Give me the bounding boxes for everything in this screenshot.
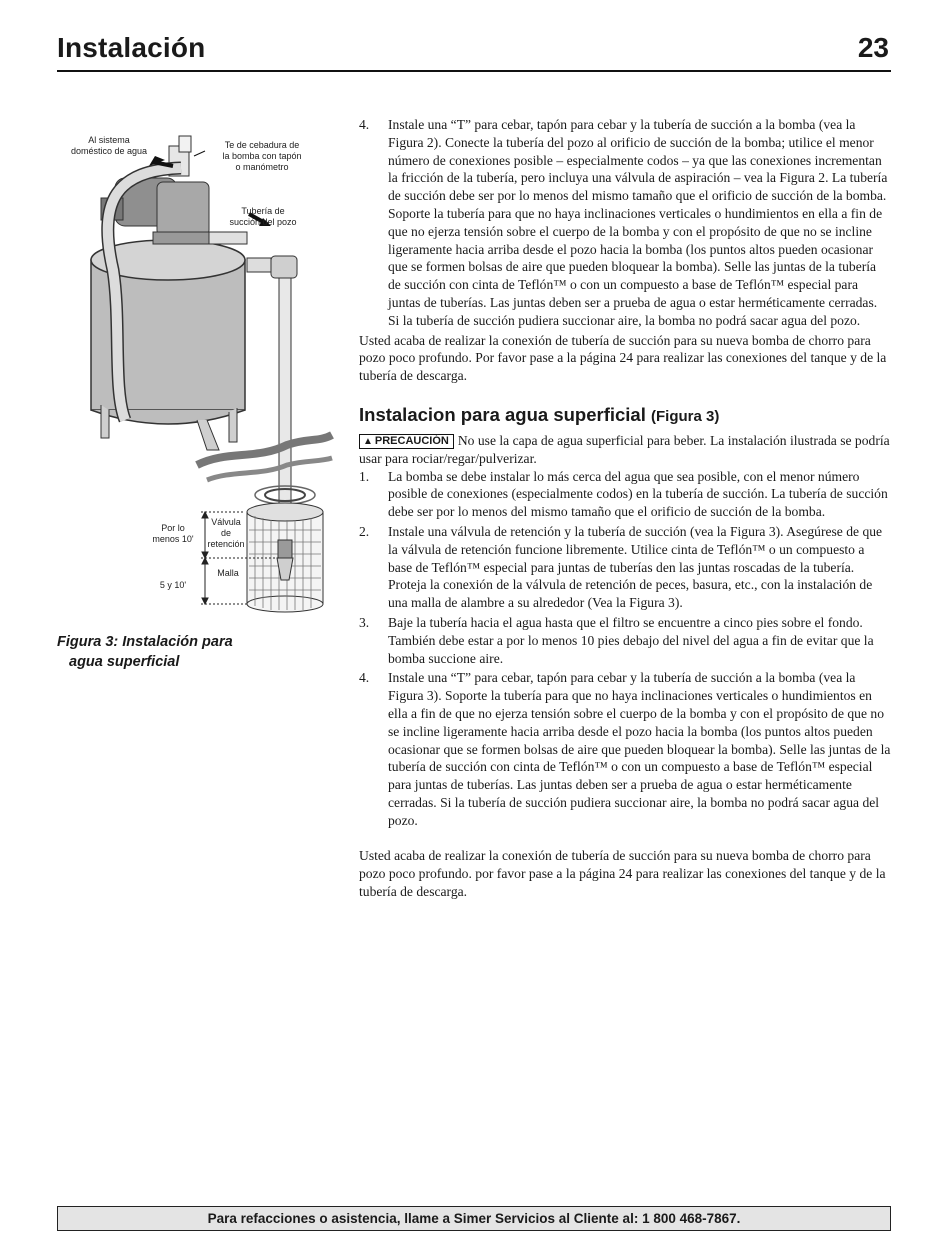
label-well-suction-pipe: Tubería de succión del pozo bbox=[229, 206, 297, 227]
figure-caption-line-2: agua superficial bbox=[69, 654, 180, 670]
label-depth-range: 5 y 10' bbox=[159, 580, 187, 590]
section-title: Instalacion para agua superficial bbox=[359, 403, 646, 425]
label-min-depth: Por lo menos 10' bbox=[152, 523, 194, 544]
label-priming-tee: Te de cebadura de la bomba con tapón o manómetro bbox=[222, 140, 302, 172]
caution-paragraph bbox=[359, 432, 891, 468]
figure-caption-line-1: Figura 3: Instalación para bbox=[57, 634, 233, 650]
caution-text: No use la capa de agua superficial para beber. La instalación ilustrada se podría usar para rociar/regar/pulverizar. bbox=[359, 432, 890, 466]
section-heading bbox=[359, 404, 891, 428]
warning-triangle-icon: ▲ bbox=[363, 435, 373, 447]
list-item-text: La bomba se debe instalar lo más cerca del agua que sea posible, con el menor número posible de conexiones (especialmente codos) en la tubería de succión. La tubería de succión debe ser por lo menos del mismo tamaño que el orificio de succión de la bomba. bbox=[388, 468, 888, 520]
list-item-number: 1. bbox=[359, 468, 370, 484]
closing-paragraph-1: Usted acaba de realizar la conexión de tubería de succión para su nueva bomba de chorro para pozo poco profundo. Por favor pase a la página 24 para realizar las conexiones del tanque y de la tubería de descarga. bbox=[359, 332, 887, 384]
footer-support-bar: Para refacciones o asistencia, llame a Simer Servicios al Cliente al: 1 800 468-7867. bbox=[57, 1206, 891, 1231]
page-number: 23 bbox=[857, 32, 889, 63]
spacer bbox=[359, 831, 891, 847]
list-item bbox=[359, 523, 891, 612]
list-item-number: 2. bbox=[359, 523, 370, 539]
list-item-number: 3. bbox=[359, 614, 370, 630]
list-item bbox=[359, 614, 891, 667]
list-item-text: Baje la tubería hacia el agua hasta que el filtro se encuentre a cinco pies sobre el fondo. También debe estar a por lo menos 10 pies debajo del nivel del agua a fin de evitar que la bomba succione aire. bbox=[388, 614, 874, 666]
list-item-text: Instale una “T” para cebar, tapón para cebar y la tubería de succión a la bomba (vea la Figura 2). Conecte la tubería del pozo al orificio de succión de la bomba; utilice el menor número de conexiones posible – especialmente codos – ya que las conexiones incrementan la fricción de la tubería, pero incluya una válvula de aspiración – vea la Figura 2. La tubería de succión debe ser por lo menos del mismo tamaño que el orificio de succión de la bomba. Soporte la tubería para que no haya inclinaciones verticales o hundimientos en ella a fin de que no ejerza tensión sobre el cuerpo de la bomba y con el propósito de que no se incline ligeramente hacia arriba desde el pozo hacia la bomba (los puntos altos pueden ocasionar que se formen bolsas de aire que pueden bloquear la bomba). Selle las juntas de la tubería de succión con cinta de Teflón™ o con un compuesto a base de Teflón™ especial para juntas de tuberías. Las juntas deben ser a prueba de agua o estar herméticamente cerradas. Si la tubería de succión pudiera succionar aire, la bomba no podrá sacar agua del pozo. bbox=[388, 117, 888, 328]
list-item-number: 4. bbox=[359, 117, 370, 132]
figure-3-illustration bbox=[57, 120, 337, 620]
figure-caption bbox=[57, 632, 287, 672]
label-screen: Malla bbox=[217, 568, 239, 578]
list-item-text: Instale una “T” para cebar, tapón para cebar y la tubería de succión a la bomba (vea la Figura 3). Soporte la tubería para que no haya inclinaciones verticales o hundimientos en ella a fin de que no ejerza tensión sobre el cuerpo de la bomba y con el propósito de que no se incline ligeramente hacia arriba desde el pozo hacia la bomba (los puntos altos pueden ocasionar que se formen bolsas de aire que pueden bloquear la bomba). Selle las juntas de la tubería de succión con cinta de Teflón™ o con un compuesto a base de Teflón™ especial para juntas de tuberías. Las juntas deben ser a prueba de agua o estar herméticamente cerradas. Si la tubería de succión pudiera succionar aire, la bomba no podrá sacar agua del pozo. bbox=[388, 670, 891, 828]
pump-installation-drawing bbox=[57, 120, 337, 620]
list-item-number: 4. bbox=[359, 670, 370, 686]
caution-label: PRECAUCIÓN bbox=[374, 434, 449, 447]
caution-badge bbox=[359, 434, 454, 449]
page-title: Instalación bbox=[57, 32, 206, 63]
label-home-water-system: Al sistema doméstico de agua bbox=[70, 135, 148, 156]
list-item bbox=[359, 116, 891, 330]
label-check-valve: Válvula de retención bbox=[207, 517, 245, 549]
list-item bbox=[359, 468, 891, 521]
section-subtitle: (Figura 3) bbox=[651, 407, 720, 425]
list-item bbox=[359, 669, 891, 829]
list-item-text: Instale una válvula de retención y la tubería de succión (vea la Figura 3). Asegúrese de que la válvula de retención funcione libremente. Utilice cinta de Teflón™ o un compuesto a base de Teflón™ especial para juntas de tuberías den las juntas roscadas de la tubería. Proteja la conexión de la válvula de retención de peces, basura, etc., con la instalación de una malla de alambre a su alrededor (Vea la Figura 3). bbox=[388, 523, 883, 611]
instructions-column bbox=[359, 116, 891, 901]
page-header bbox=[57, 30, 891, 72]
closing-paragraph-2: Usted acaba de realizar la conexión de tubería de succión para su nueva bomba de chorro para pozo poco profundo. por favor pase a la página 24 para realizar las conexiones del tanque y de la tubería de descarga. bbox=[359, 848, 886, 900]
